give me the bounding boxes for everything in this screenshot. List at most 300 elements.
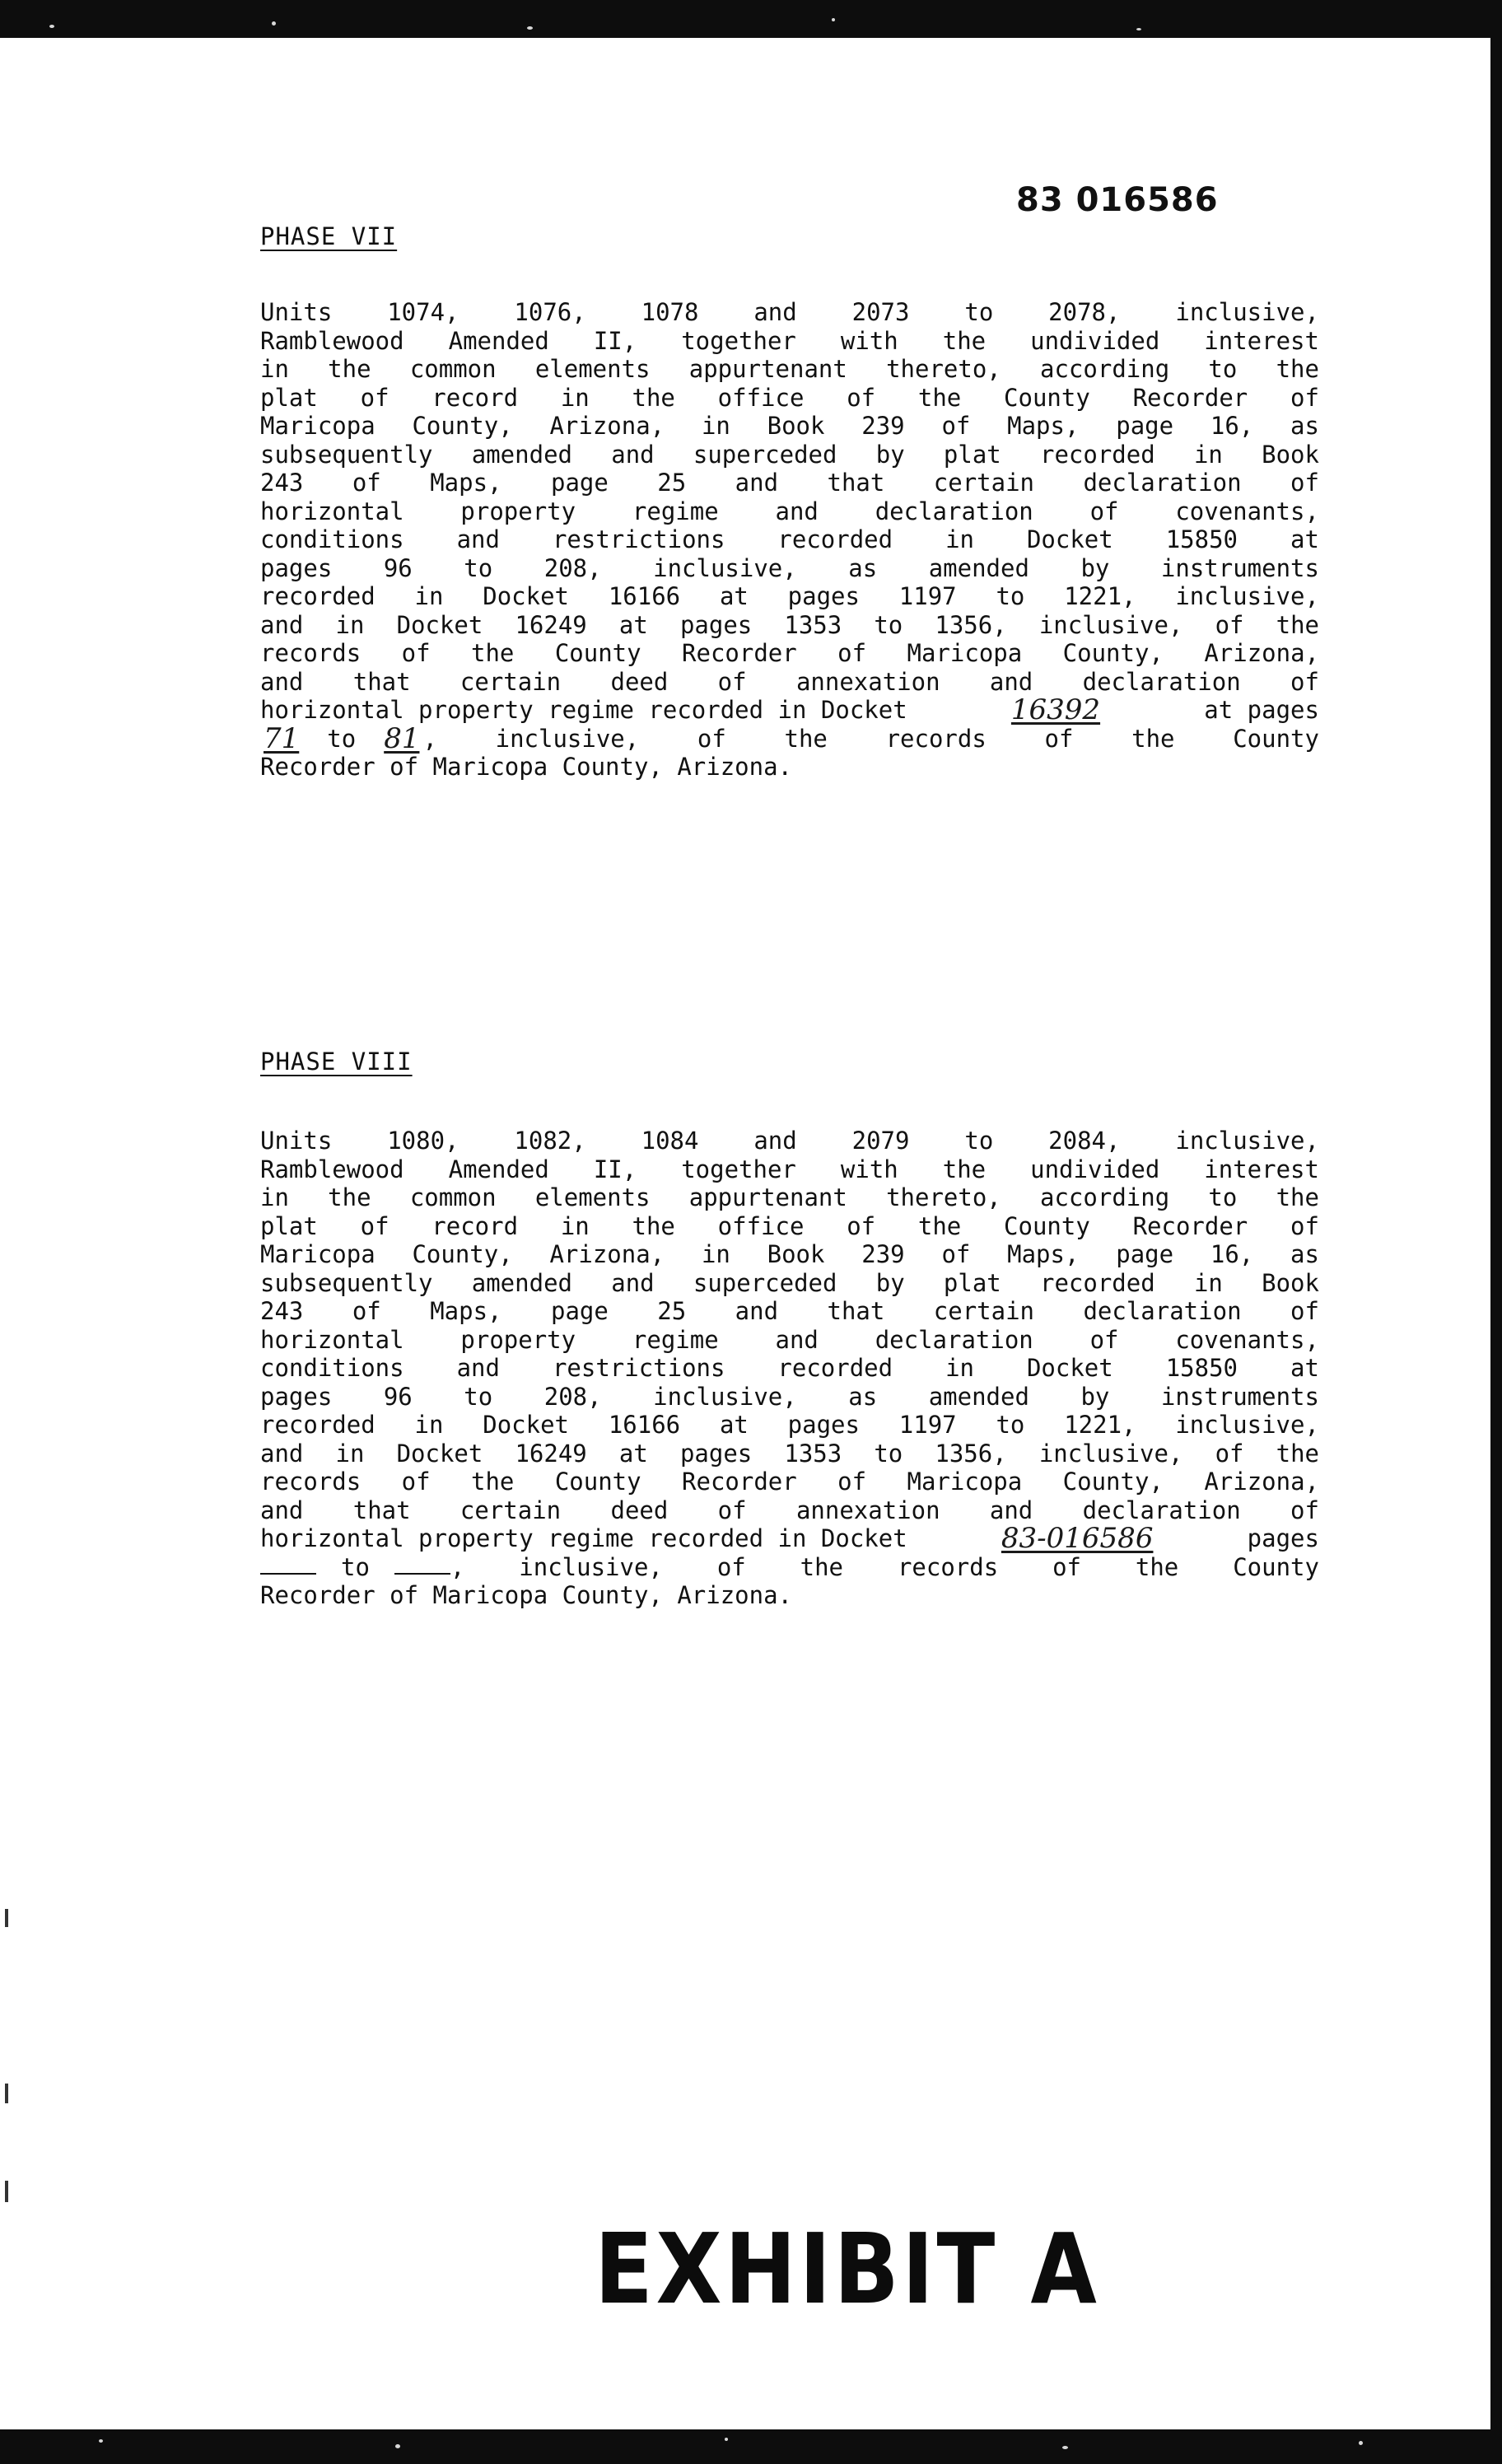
word: records: [260, 1468, 362, 1496]
word: annexation: [795, 667, 940, 696]
word: the: [784, 724, 828, 753]
word: the: [328, 1183, 371, 1211]
word: inclusive,: [1175, 298, 1319, 326]
word: inclusive,: [653, 553, 797, 582]
word: 16166: [608, 582, 681, 610]
text-line: [260, 1297, 1319, 1326]
word: in: [335, 1439, 365, 1468]
word: by: [875, 1268, 905, 1297]
word: 15850: [1165, 525, 1238, 553]
word: 239: [861, 1240, 905, 1268]
word: of: [1044, 724, 1074, 753]
word: in: [560, 383, 590, 412]
word: covenants,: [1175, 497, 1319, 525]
word: of: [360, 1211, 389, 1240]
word: elements: [534, 1183, 651, 1211]
word: in: [560, 1211, 590, 1240]
word: with: [840, 326, 898, 355]
word: at: [618, 1439, 648, 1468]
text-line: [260, 298, 1319, 327]
word: and: [456, 1354, 500, 1382]
word: in: [260, 1183, 289, 1211]
word: in: [945, 1354, 974, 1382]
word: 1221,: [1064, 1411, 1136, 1439]
word: certain: [933, 1297, 1035, 1325]
word: in: [414, 582, 444, 610]
word: of: [1089, 1325, 1119, 1354]
word: superceded: [693, 440, 837, 469]
word: pages: [679, 1439, 753, 1468]
scan-speck: [1359, 2441, 1363, 2445]
word: Recorder: [682, 639, 797, 667]
word: recorded: [1040, 1268, 1155, 1297]
text-line: [260, 1326, 1319, 1355]
word: at: [719, 582, 749, 610]
word: of: [697, 724, 726, 753]
word: that: [352, 1496, 411, 1524]
scan-speck: [1136, 28, 1141, 30]
word: 1356,: [935, 610, 1007, 639]
word: deed: [610, 1496, 669, 1524]
word: of: [352, 469, 381, 497]
word: inclusive,: [1038, 1439, 1183, 1468]
scan-speck: [1062, 2446, 1068, 2449]
word: to: [1208, 1183, 1238, 1211]
word: County: [1233, 1552, 1319, 1581]
text-line: [260, 441, 1319, 469]
scan-speck: [832, 18, 835, 21]
word: property: [460, 1325, 576, 1354]
word: office: [717, 383, 805, 412]
word: subsequently: [260, 440, 433, 469]
word: and: [260, 610, 304, 639]
word: the: [1276, 1183, 1319, 1211]
word: and: [775, 497, 819, 525]
blank-page-from: [260, 1553, 316, 1575]
word: interest: [1204, 326, 1319, 355]
word: County: [1004, 383, 1090, 412]
page-range-to-word: to: [327, 724, 357, 753]
text-line: [260, 1496, 1319, 1525]
word: 1082,: [514, 1127, 586, 1155]
word: of: [847, 383, 876, 412]
word: inclusive,: [1175, 582, 1319, 610]
section-heading-phase-viii: PHASE VIII: [260, 1048, 413, 1076]
word: of: [1290, 1211, 1319, 1240]
word: by: [1080, 553, 1110, 582]
word: conditions: [260, 525, 404, 553]
word: Maps,: [1007, 1240, 1080, 1268]
word: of: [941, 412, 971, 440]
word: Docket: [1026, 525, 1113, 553]
word: in: [414, 1411, 444, 1439]
word: Docket: [483, 1411, 569, 1439]
word: of: [847, 1211, 876, 1240]
word: 1353: [784, 1439, 842, 1468]
word: appurtenant: [688, 355, 847, 383]
text-line: [260, 1269, 1319, 1298]
word: 16166: [608, 1411, 681, 1439]
word: and: [753, 298, 797, 326]
word: 16249: [515, 1439, 587, 1468]
word: pages: [260, 1382, 333, 1411]
word: Arizona,: [549, 1240, 665, 1268]
word: Arizona,: [1204, 1468, 1319, 1496]
word: of: [1215, 610, 1244, 639]
word: the: [1276, 1439, 1319, 1468]
word: and: [260, 667, 304, 696]
page-range-suffix: [422, 725, 1319, 754]
word: County: [1233, 724, 1319, 753]
page-range-line: [260, 1553, 1319, 1582]
word: and: [611, 440, 655, 469]
word: Units: [260, 298, 333, 326]
word: of: [401, 639, 431, 667]
word: Units: [260, 1127, 333, 1155]
word: plat: [943, 1268, 1001, 1297]
text-line: [260, 1468, 1319, 1496]
word: the: [471, 639, 515, 667]
scan-speck: [527, 26, 533, 30]
document-number: 83 016586: [1016, 181, 1219, 219]
word: horizontal: [260, 1325, 404, 1354]
word: Docket: [396, 610, 483, 639]
scan-speck: [272, 21, 276, 26]
text-line: [260, 1411, 1319, 1440]
word: of: [1290, 469, 1319, 497]
text-line: [260, 1155, 1319, 1184]
word: Maps,: [430, 469, 502, 497]
word: records: [897, 1552, 999, 1581]
word: records: [885, 724, 987, 753]
word: of: [1052, 1552, 1081, 1581]
word: restrictions: [552, 1354, 725, 1382]
word: the: [471, 1468, 515, 1496]
word: and: [989, 667, 1033, 696]
word: of: [941, 1240, 971, 1268]
word: undivided: [1030, 326, 1160, 355]
word: recorded: [260, 582, 376, 610]
text-line: [260, 639, 1319, 668]
word: declaration: [875, 1325, 1033, 1354]
margin-mark: [5, 1909, 8, 1927]
word: to: [464, 553, 493, 582]
word: and: [611, 1268, 655, 1297]
scan-speck: [99, 2439, 103, 2443]
word: in: [701, 1240, 730, 1268]
word: 1356,: [935, 1439, 1007, 1468]
word: elements: [534, 355, 651, 383]
word: 243: [260, 1297, 304, 1325]
docket-suffix: pages: [1247, 1524, 1319, 1552]
text-line: Recorder of Maricopa County, Arizona.: [260, 1581, 793, 1609]
word: County: [554, 1468, 641, 1496]
word: the: [942, 1155, 987, 1183]
text-line: [260, 384, 1319, 413]
word: recorded: [260, 1411, 376, 1439]
handwritten-page-from: 71: [264, 721, 300, 755]
word: of: [837, 639, 867, 667]
word: at: [1290, 525, 1319, 553]
word: in: [945, 525, 974, 553]
word: amended: [928, 553, 1029, 582]
handwritten-docket-number: 16392: [1010, 693, 1101, 726]
text-line: [260, 611, 1319, 640]
docket-line: [260, 693, 1319, 726]
word: at: [719, 1411, 749, 1439]
word: that: [352, 667, 411, 696]
word: 2084,: [1048, 1127, 1121, 1155]
word: instruments: [1160, 1382, 1319, 1411]
word: of: [837, 1468, 867, 1496]
word: 1076,: [514, 298, 586, 326]
word: 1221,: [1064, 582, 1136, 610]
word: inclusive,: [1175, 1411, 1319, 1439]
word: to: [874, 610, 903, 639]
word: the: [632, 383, 675, 412]
word: pages: [787, 1411, 860, 1439]
word: property: [460, 497, 576, 525]
word: that: [827, 469, 885, 497]
word: annexation: [795, 1496, 940, 1524]
word: by: [1080, 1382, 1110, 1411]
word: 2073: [851, 298, 910, 326]
page-range-to-word: to: [341, 1552, 370, 1581]
word: Ramblewood: [260, 326, 404, 355]
word: County: [554, 639, 641, 667]
word: conditions: [260, 1354, 404, 1382]
text-line: [260, 355, 1319, 384]
text-line: [260, 469, 1319, 497]
scan-border-top: [0, 0, 1502, 38]
word: in: [701, 412, 730, 440]
word: Amended: [448, 326, 549, 355]
word: of: [1290, 383, 1319, 412]
word: common: [409, 355, 497, 383]
word: Maps,: [1007, 412, 1080, 440]
docket-prefix: horizontal property regime recorded in Docket: [260, 1524, 907, 1552]
text-line: Recorder of Maricopa County, Arizona.: [260, 753, 793, 781]
word: declaration: [875, 497, 1033, 525]
word: Docket: [1026, 1354, 1113, 1382]
word: 2078,: [1048, 298, 1121, 326]
word: together: [681, 1155, 796, 1183]
word: ,: [450, 1552, 465, 1581]
page-range-line: [260, 721, 1319, 755]
scan-speck: [49, 25, 54, 28]
word: Book: [767, 1240, 825, 1268]
word: deed: [610, 667, 669, 696]
word: the: [917, 1211, 962, 1240]
word: 239: [861, 412, 905, 440]
word: the: [1135, 1552, 1179, 1581]
text-line: [260, 554, 1319, 583]
word: of: [1215, 1439, 1244, 1468]
word: thereto,: [886, 1183, 1001, 1211]
word: as: [848, 1382, 878, 1411]
word: amended: [928, 1382, 1029, 1411]
word: Maricopa: [907, 639, 1023, 667]
word: 15850: [1165, 1354, 1238, 1382]
word: Recorder: [682, 1468, 797, 1496]
word: in: [260, 355, 289, 383]
word: pages: [787, 582, 860, 610]
word: plat: [260, 1211, 318, 1240]
word: of: [1089, 497, 1119, 525]
word: inclusive,: [1175, 1127, 1319, 1155]
word: and: [753, 1127, 797, 1155]
word: Recorder: [1132, 1211, 1248, 1240]
word: subsequently: [260, 1268, 433, 1297]
text-line: [260, 1127, 1319, 1155]
word: County,: [1062, 1468, 1164, 1496]
word: 2079: [851, 1127, 910, 1155]
word: of: [360, 383, 389, 412]
word: at: [1290, 1354, 1319, 1382]
word: restrictions: [552, 525, 725, 553]
text-line: [260, 582, 1319, 611]
text-line: [260, 668, 1319, 697]
word: County,: [412, 412, 513, 440]
word: to: [964, 298, 994, 326]
word: amended: [471, 440, 572, 469]
word: record: [431, 1211, 519, 1240]
word: page: [550, 469, 609, 497]
word: the: [632, 1211, 675, 1240]
word: as: [1290, 412, 1319, 440]
word: to: [464, 1382, 493, 1411]
word: and: [989, 1496, 1033, 1524]
word: by: [875, 440, 905, 469]
word: pages: [679, 610, 753, 639]
word: together: [681, 326, 796, 355]
word: 1078: [641, 298, 699, 326]
scan-speck: [725, 2438, 728, 2441]
word: of: [1290, 1496, 1319, 1524]
word: to: [996, 582, 1025, 610]
docket-line: [260, 1524, 1319, 1553]
word: Arizona,: [549, 412, 665, 440]
text-line: [260, 1212, 1319, 1241]
word: regime: [632, 1325, 719, 1354]
word: 1084: [641, 1127, 699, 1155]
word: of: [717, 667, 747, 696]
word: pages: [260, 553, 333, 582]
word: the: [1276, 355, 1319, 383]
word: as: [848, 553, 878, 582]
word: according: [1040, 355, 1170, 383]
word: 1080,: [387, 1127, 459, 1155]
word: 96: [383, 1382, 413, 1411]
word: interest: [1204, 1155, 1319, 1183]
word: recorded: [777, 1354, 893, 1382]
word: Book: [1262, 440, 1319, 469]
word: inclusive,: [519, 1552, 663, 1581]
word: undivided: [1030, 1155, 1160, 1183]
word: amended: [471, 1268, 572, 1297]
margin-mark: [5, 2181, 8, 2202]
word: 1074,: [387, 298, 459, 326]
word: superceded: [693, 1268, 837, 1297]
word: and: [735, 1297, 779, 1325]
word: common: [409, 1183, 497, 1211]
word: 1197: [898, 582, 957, 610]
word: that: [827, 1297, 885, 1325]
word: Maps,: [430, 1297, 502, 1325]
word: Maricopa: [907, 1468, 1023, 1496]
word: 208,: [543, 553, 602, 582]
word: II,: [593, 1155, 637, 1183]
word: certain: [459, 667, 562, 696]
word: 25: [657, 469, 687, 497]
word: plat: [260, 383, 318, 412]
word: and: [456, 525, 500, 553]
text-line: [260, 1383, 1319, 1412]
word: declaration: [1082, 667, 1241, 696]
word: recorded: [777, 525, 893, 553]
word: to: [874, 1439, 903, 1468]
text-line: [260, 525, 1319, 554]
legal-description-phase-vii: [260, 298, 1319, 782]
blank-page-to: [394, 1553, 450, 1575]
word: thereto,: [886, 355, 1001, 383]
word: recorded: [1040, 440, 1155, 469]
word: declaration: [1082, 1496, 1241, 1524]
word: declaration: [1083, 1297, 1242, 1325]
word: and: [735, 469, 779, 497]
word: ,: [422, 724, 437, 753]
word: Amended: [448, 1155, 549, 1183]
word: County: [1004, 1211, 1090, 1240]
word: Docket: [396, 1439, 483, 1468]
exhibit-stamp: EXHIBIT A: [595, 2212, 1100, 2326]
word: 25: [657, 1297, 687, 1325]
word: 96: [383, 553, 413, 582]
legal-description-phase-viii: [260, 1127, 1319, 1610]
word: at: [618, 610, 648, 639]
word: in: [1193, 1268, 1223, 1297]
word: the: [942, 326, 987, 355]
text-line: [260, 1354, 1319, 1383]
word: 16,: [1210, 1240, 1254, 1268]
word: Maricopa: [260, 412, 376, 440]
text-line: [260, 497, 1319, 526]
word: 16,: [1210, 412, 1254, 440]
word: office: [717, 1211, 805, 1240]
word: of: [1290, 667, 1319, 696]
word: County,: [1062, 639, 1164, 667]
word: of: [352, 1297, 381, 1325]
word: page: [1116, 412, 1174, 440]
word: of: [716, 1552, 746, 1581]
text-line: [260, 1240, 1319, 1269]
word: County,: [412, 1240, 513, 1268]
word: of: [1290, 1297, 1319, 1325]
section-heading-phase-vii: PHASE VII: [260, 222, 398, 250]
word: according: [1040, 1183, 1170, 1211]
word: of: [401, 1468, 431, 1496]
scan-border-right: [1490, 0, 1502, 2464]
text-line: [260, 327, 1319, 356]
word: and: [260, 1496, 304, 1524]
word: horizontal: [260, 497, 404, 525]
handwritten-page-to: 81: [384, 721, 420, 755]
word: covenants,: [1175, 1325, 1319, 1354]
word: of: [717, 1496, 747, 1524]
word: in: [1193, 440, 1223, 469]
handwritten-docket-number: 83-016586: [1001, 1522, 1154, 1555]
word: Arizona,: [1204, 639, 1319, 667]
